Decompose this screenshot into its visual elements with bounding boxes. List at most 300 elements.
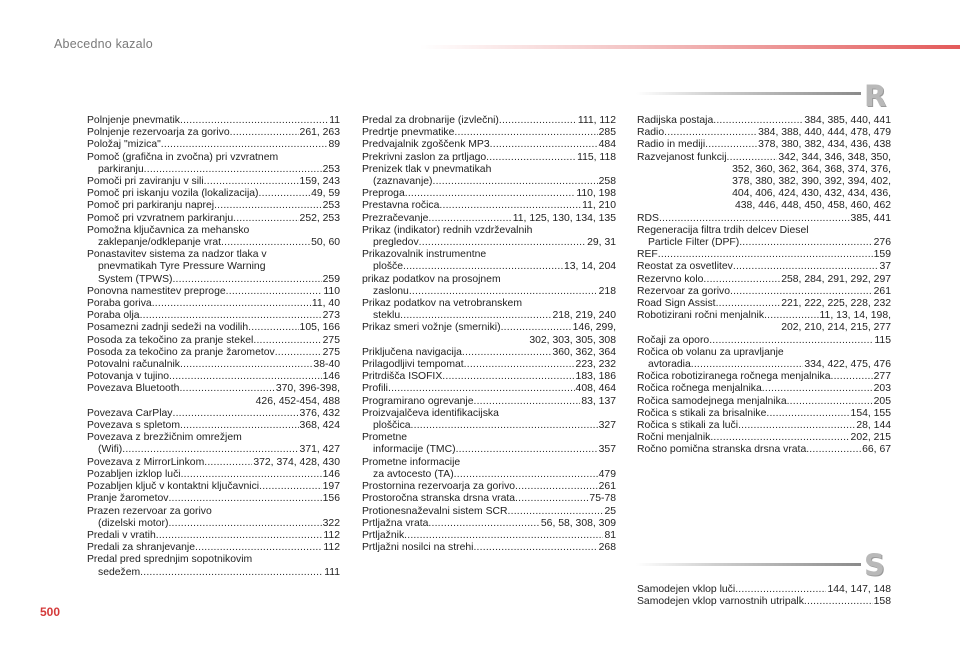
index-entry <box>637 444 891 456</box>
index-page-refs: 38-40 <box>313 359 340 371</box>
index-page-refs: 197 <box>322 481 340 493</box>
index-entry <box>87 432 340 456</box>
dot-leader <box>713 115 803 127</box>
dot-leader <box>515 493 588 505</box>
index-page-refs: 408, 464 <box>575 383 616 395</box>
index-page-refs: 218 <box>598 285 616 297</box>
section-letter-s: S <box>864 548 885 582</box>
index-page-refs: 81 <box>604 529 616 541</box>
dot-leader <box>454 127 597 139</box>
index-page-refs: 37 <box>879 261 891 273</box>
index-entry <box>362 371 616 383</box>
index-page-refs: 28, 144 <box>856 420 891 432</box>
dot-leader <box>515 481 598 493</box>
dot-leader <box>404 530 603 542</box>
index-page-refs: 25 <box>604 505 616 517</box>
index-entry <box>362 383 616 395</box>
index-term: Poraba goriva <box>87 298 152 310</box>
index-page-refs: 13, 14, 204 <box>564 261 616 273</box>
dot-leader <box>499 115 577 127</box>
index-page-refs: 110 <box>323 285 340 297</box>
index-entry <box>362 530 616 542</box>
index-term: Prekrivni zaslon za prtljago <box>362 151 487 163</box>
index-page-refs: 158 <box>873 596 891 608</box>
letter-r-bar <box>636 92 861 95</box>
index-entry <box>87 298 340 310</box>
dot-leader <box>490 139 598 151</box>
index-page-refs: 357 <box>598 444 616 456</box>
index-term: ploščica <box>373 420 411 432</box>
index-term: Predali v vratih <box>87 529 156 541</box>
index-term: Samodejen vklop luči <box>637 584 736 595</box>
dot-leader <box>180 359 312 371</box>
index-term: Prikaz (indikator) rednih vzdrževalnih <box>362 224 533 236</box>
index-entry <box>637 408 891 420</box>
index-page-refs: 252, 253 <box>299 212 340 224</box>
index-term: Pozabljen ključ v kontaktni ključavnici <box>87 481 260 493</box>
dot-leader <box>716 298 781 310</box>
index-term: Prenizek tlak v pnevmatikah <box>362 163 492 175</box>
dot-leader <box>464 359 575 371</box>
index-entry <box>637 432 891 444</box>
index-entry <box>637 274 891 286</box>
index-term: Posoda za tekočino za pranje žarometov <box>87 346 275 358</box>
dot-leader <box>180 420 299 432</box>
index-entry <box>362 225 616 249</box>
index-term: Pomoč pri iskanju vozila (lokalizacija) <box>87 188 259 200</box>
index-page-refs: 11, 40 <box>311 298 340 310</box>
index-entry <box>362 457 616 481</box>
index-entry <box>87 469 340 481</box>
index-entry <box>362 274 616 298</box>
index-term: Predal pred sprednjim sopotnikovim <box>87 554 253 566</box>
dot-leader <box>172 274 321 286</box>
index-term: Prtljažna vrata <box>362 517 429 529</box>
dot-leader <box>428 213 511 225</box>
index-page-refs: 484 <box>598 139 616 151</box>
index-entry <box>637 139 891 151</box>
index-page-refs: 205 <box>873 395 891 407</box>
dot-leader <box>762 383 873 395</box>
index-term: parkiranju <box>98 163 144 175</box>
index-term: Ročica ročnega menjalnika <box>637 383 762 395</box>
index-entry <box>637 127 891 139</box>
index-term: Posamezni zadnji sedeži na vodilih <box>87 322 249 334</box>
index-page-refs: 258, 284, 291, 292, 297 <box>781 273 891 285</box>
index-page-refs: 144, 147, 148 <box>827 584 891 595</box>
index-page-refs: 89 <box>328 139 340 151</box>
index-page-refs: 342, 344, 346, 348, 350, <box>778 151 891 163</box>
dot-leader <box>766 408 849 420</box>
index-term: Prikazovalnik instrumentne <box>362 249 487 261</box>
index-entry <box>87 347 340 359</box>
dot-leader <box>486 152 576 164</box>
index-entry <box>637 335 891 347</box>
index-term: Razvejanost funkcij <box>637 151 727 163</box>
page-number: 500 <box>40 605 61 619</box>
index-page-refs: 479 <box>598 468 616 480</box>
index-entry <box>87 115 340 127</box>
index-entry <box>637 249 891 261</box>
dot-leader <box>169 371 322 383</box>
index-entry <box>87 359 340 371</box>
index-entry <box>87 506 340 530</box>
index-term: Predvajalnik zgoščenk MP3 <box>362 139 490 151</box>
index-term: Pomoč pri vzvratnem parkiranju <box>87 212 234 224</box>
index-page-refs: 11, 210 <box>582 200 616 212</box>
index-term: Poraba olja <box>87 310 140 322</box>
index-entry <box>87 335 340 347</box>
index-entry <box>87 200 340 212</box>
index-term: Preproga <box>362 188 405 200</box>
index-entry <box>637 383 891 395</box>
index-page-refs: 376, 432 <box>299 407 340 419</box>
index-page-refs-continued: 202, 210, 214, 215, 277 <box>781 322 891 334</box>
index-entry <box>87 188 340 200</box>
index-entry <box>87 322 340 334</box>
dot-leader <box>180 115 328 127</box>
index-term: Ročica robotiziranega ročnega menjalnika <box>637 371 831 383</box>
index-entry <box>362 298 616 322</box>
index-page-refs-continued: 404, 406, 424, 430, 432, 434, 436, <box>732 188 891 200</box>
index-entry <box>362 188 616 200</box>
index-page-refs: 261, 263 <box>299 127 340 139</box>
index-page-refs: 183, 186 <box>575 371 616 383</box>
dot-leader <box>735 584 826 596</box>
section-letter-r: R <box>864 79 887 113</box>
index-page-refs: 83, 137 <box>581 395 616 407</box>
dot-leader <box>473 396 580 408</box>
dot-leader <box>664 127 757 139</box>
index-page-refs-continued: 302, 303, 305, 308 <box>529 334 616 346</box>
dot-leader <box>181 469 322 481</box>
index-term: Regeneracija filtra trdih delcev Diesel <box>637 224 809 236</box>
index-term: Pranje žarometov <box>87 493 169 505</box>
index-term: za avtocesto (TA) <box>373 468 454 480</box>
dot-leader <box>388 383 575 395</box>
index-term: Prostornina rezervoarja za gorivo <box>362 481 516 493</box>
index-entry <box>362 152 616 164</box>
index-entry <box>362 139 616 151</box>
index-page-refs: 360, 362, 364 <box>552 346 616 358</box>
index-term: Reostat za osvetlitev <box>637 261 733 273</box>
dot-leader <box>419 237 586 249</box>
index-page-refs: 203 <box>873 383 891 395</box>
dot-leader <box>259 188 311 200</box>
index-page-refs: 111, 112 <box>577 115 616 126</box>
index-term: System (TPWS) <box>98 273 173 285</box>
index-term: (dizelski motor) <box>98 517 169 529</box>
index-term: Profili <box>362 383 388 395</box>
index-term: zaslonu <box>373 285 409 297</box>
index-entry <box>362 359 616 371</box>
index-term: Robotizirani ročni menjalnik <box>637 310 765 322</box>
index-entry <box>637 298 891 310</box>
index-entry <box>362 322 616 346</box>
index-term: Protionesnaževalni sistem SCR <box>362 505 508 517</box>
index-entry <box>87 420 340 432</box>
index-page-refs: 371, 427 <box>299 444 340 456</box>
dot-leader <box>433 176 598 188</box>
index-entry <box>362 493 616 505</box>
index-column-3 <box>637 115 891 457</box>
page-header-title: Abecedno kazalo <box>54 37 153 51</box>
index-entry <box>637 396 891 408</box>
index-term: Proizvajalčeva identifikacijska <box>362 407 499 419</box>
dot-leader <box>439 200 581 212</box>
index-term: Ročica s stikali za luči <box>637 420 739 432</box>
index-entry <box>87 383 340 407</box>
index-term: sedežem <box>98 566 141 578</box>
index-entry <box>87 530 340 542</box>
dot-leader <box>248 322 298 334</box>
index-term: Priključena navigacija <box>362 346 462 358</box>
index-entry <box>362 249 616 273</box>
index-entry <box>87 225 340 249</box>
index-column-1 <box>87 115 340 579</box>
index-page-refs: 159 <box>873 249 891 261</box>
dot-leader <box>204 176 299 188</box>
index-entry <box>87 213 340 225</box>
index-term: pnevmatikah Tyre Pressure Warning <box>98 261 266 273</box>
index-term: pregledov <box>373 237 419 249</box>
dot-leader <box>405 188 576 200</box>
index-term: Pomoč (grafična in zvočna) pri vzvratnem <box>87 151 279 163</box>
dot-leader <box>409 286 598 298</box>
index-entry <box>87 493 340 505</box>
index-page-refs: 221, 222, 225, 228, 232 <box>781 298 891 310</box>
index-page-refs: 368, 424 <box>299 420 340 432</box>
index-page-refs: 105, 166 <box>299 322 340 334</box>
index-page-refs: 156 <box>322 493 340 505</box>
index-entry <box>87 249 340 286</box>
index-term: plošče <box>373 261 404 273</box>
index-page-refs: 146 <box>322 371 340 383</box>
index-term: Prestavna ročica <box>362 200 440 212</box>
index-entry <box>87 408 340 420</box>
index-term: Ročno pomična stranska drsna vrata <box>637 444 807 456</box>
index-term: RDS <box>637 212 659 224</box>
index-term: informacije (TMC) <box>373 444 456 456</box>
index-entry <box>362 213 616 225</box>
index-page-refs: 112 <box>323 529 340 541</box>
index-page-refs: 261 <box>598 481 616 493</box>
index-entry <box>637 225 891 249</box>
letter-s-bar <box>636 563 861 566</box>
index-term: avtoradia <box>648 359 691 371</box>
index-term: Ročni menjalnik <box>637 432 711 444</box>
index-term: Prazen rezervoar za gorivo <box>87 505 212 517</box>
index-page-refs: 115 <box>874 334 891 346</box>
index-term: Pomožna ključavnica za mehansko <box>87 224 250 236</box>
dot-leader <box>456 444 598 456</box>
index-page-refs-continued: 378, 380, 382, 390, 392, 394, 402, <box>732 176 891 188</box>
index-page-refs: 75-78 <box>589 493 616 505</box>
index-term: Položaj "mizica" <box>87 139 161 151</box>
index-term: Prezračevanje <box>362 212 429 224</box>
index-page-refs: 115, 118 <box>577 151 616 163</box>
index-page-refs: 202, 215 <box>850 432 891 444</box>
index-page-refs: 275 <box>322 346 340 358</box>
index-page-refs: 56, 58, 308, 309 <box>540 517 616 529</box>
dot-leader <box>140 310 322 322</box>
dot-leader <box>230 127 299 139</box>
index-page-refs: 253 <box>322 163 340 175</box>
dot-leader <box>161 139 328 151</box>
index-term: (Wifi) <box>98 444 123 456</box>
index-term: Samodejen vklop varnostnih utripalk <box>637 596 804 608</box>
index-entry <box>362 164 616 188</box>
index-term: Particle Filter (DPF) <box>648 237 740 249</box>
dot-leader <box>727 152 778 164</box>
dot-leader <box>233 213 298 225</box>
index-entry <box>637 420 891 432</box>
index-term: Povezava z brezžičnim omrežjem <box>87 432 242 444</box>
dot-leader <box>144 164 322 176</box>
dot-leader <box>804 596 873 608</box>
index-entry <box>362 408 616 432</box>
index-term: Predal za drobnarije (izvlečni) <box>362 115 499 126</box>
index-page-refs: 146 <box>322 468 340 480</box>
index-term: Potovanja v tujino <box>87 371 170 383</box>
index-term: Povezava CarPlay <box>87 407 173 419</box>
index-entry <box>87 139 340 151</box>
index-page-refs: 378, 380, 382, 434, 436, 438 <box>758 139 891 151</box>
index-page-refs: 275 <box>322 334 340 346</box>
index-entry <box>362 200 616 212</box>
dot-leader <box>411 420 598 432</box>
index-entry <box>362 481 616 493</box>
index-page-refs: 258 <box>598 176 616 188</box>
index-page-refs: 11 <box>329 115 340 126</box>
index-entry <box>637 371 891 383</box>
index-entry <box>362 542 616 554</box>
index-term: Predrtje pnevmatike <box>362 127 455 139</box>
dot-leader <box>709 335 873 347</box>
index-entry <box>637 286 891 298</box>
index-entry <box>637 347 891 371</box>
index-term: REF <box>637 249 658 261</box>
index-entry <box>362 115 616 127</box>
index-term: Povezava Bluetooth <box>87 383 180 395</box>
dot-leader <box>703 274 780 286</box>
index-term: Prikaz podatkov na vetrobranskem <box>362 298 522 310</box>
index-page-refs: 146, 299, <box>572 322 616 334</box>
dot-leader <box>400 310 551 322</box>
index-term: Prilagodljivi tempomat <box>362 359 464 371</box>
index-term: Pozabljen izklop luči <box>87 468 181 480</box>
index-page-refs: 159, 243 <box>299 176 340 188</box>
dot-leader <box>156 530 323 542</box>
index-term: Polnjenje rezervoarja za gorivo <box>87 127 230 139</box>
index-page-refs: 29, 31 <box>587 237 616 249</box>
index-term: Povezava z MirrorLinkom <box>87 456 205 468</box>
index-entry <box>87 554 340 578</box>
index-term: Prtljažni nosilci na strehi <box>362 542 474 554</box>
index-term: (zaznavanje) <box>373 176 433 188</box>
index-page-refs: 49, 59 <box>311 188 340 200</box>
index-term: Rezervno kolo <box>637 273 704 285</box>
index-entry <box>87 127 340 139</box>
index-column-2 <box>362 115 616 554</box>
index-term: Ročica samodejnega menjalnika <box>637 395 787 407</box>
index-page-refs: 384, 385, 440, 441 <box>804 115 891 126</box>
dot-leader <box>658 249 873 261</box>
index-entry <box>87 371 340 383</box>
index-entry <box>637 152 891 213</box>
index-page-refs: 253 <box>322 200 340 212</box>
index-term: steklu <box>373 310 401 322</box>
index-entry <box>87 481 340 493</box>
index-entry <box>637 213 891 225</box>
index-page-refs-continued: 352, 360, 362, 364, 368, 374, 376, <box>732 163 891 175</box>
index-term: Predali za shranjevanje <box>87 542 196 554</box>
index-entry <box>87 310 340 322</box>
index-page-refs: 218, 219, 240 <box>552 310 616 322</box>
index-column-4 <box>637 584 891 608</box>
index-term: Programirano ogrevanje <box>362 395 474 407</box>
index-term: Pritrdišča ISOFIX <box>362 371 443 383</box>
dot-leader <box>253 335 321 347</box>
index-page-refs: 110, 198 <box>576 188 616 200</box>
dot-leader <box>168 518 321 530</box>
index-page-refs: 372, 374, 428, 430 <box>253 456 340 468</box>
index-entry <box>637 584 891 596</box>
index-page-refs: 268 <box>598 542 616 554</box>
index-entry <box>362 127 616 139</box>
dot-leader <box>122 444 298 456</box>
index-page-refs: 154, 155 <box>850 407 891 419</box>
index-term: Road Sign Assist <box>637 298 716 310</box>
dot-leader <box>214 200 322 212</box>
index-term: Ponastavitev sistema za nadzor tlaka v <box>87 249 267 261</box>
index-term: Prtljažnik <box>362 529 405 541</box>
dot-leader <box>442 371 574 383</box>
dot-leader <box>275 347 322 359</box>
index-page-refs: 261 <box>873 285 891 297</box>
dot-leader <box>764 310 818 322</box>
index-page-refs: 273 <box>322 310 340 322</box>
index-page-refs: 11, 13, 14, 198, <box>819 310 891 322</box>
index-page-refs: 11, 125, 130, 134, 135 <box>512 212 616 224</box>
index-term: Ponovna namestitev preproge <box>87 285 226 297</box>
index-page-refs: 111 <box>324 566 340 578</box>
index-term: Radio <box>637 127 665 139</box>
dot-leader <box>204 457 252 469</box>
dot-leader <box>462 347 552 359</box>
dot-leader <box>179 383 274 395</box>
index-page-refs: 259 <box>322 273 340 285</box>
index-entry <box>87 152 340 176</box>
index-page-refs: 223, 232 <box>575 359 616 371</box>
index-page-refs: 327 <box>598 420 616 432</box>
index-page-refs: 66, 67 <box>862 444 891 456</box>
index-entry <box>637 115 891 127</box>
dot-leader <box>508 506 604 518</box>
index-page-refs: 385, 441 <box>850 212 891 224</box>
dot-leader <box>168 493 321 505</box>
index-entry <box>87 542 340 554</box>
dot-leader <box>221 237 310 249</box>
index-term: Posoda za tekočino za pranje stekel <box>87 334 254 346</box>
index-entry <box>362 396 616 408</box>
dot-leader <box>259 481 322 493</box>
dot-leader <box>739 237 872 249</box>
dot-leader <box>501 322 572 334</box>
index-term: Prikaz smeri vožnje (smerniki) <box>362 322 501 334</box>
dot-leader <box>403 261 563 273</box>
index-term: zaklepanje/odklepanje vrat <box>98 237 222 249</box>
